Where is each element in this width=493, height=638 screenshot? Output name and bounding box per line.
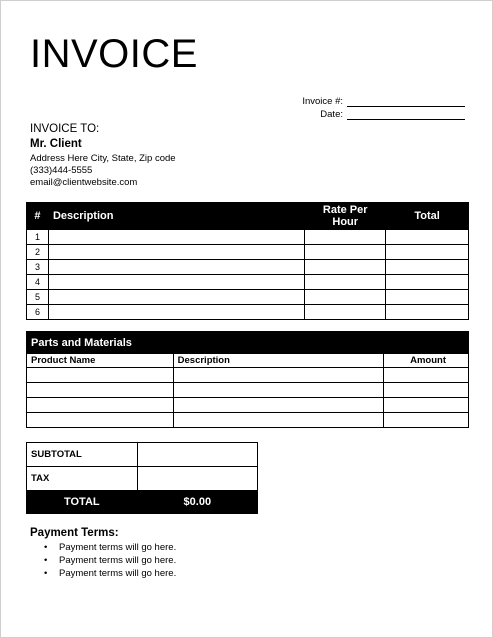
total-cell[interactable] bbox=[386, 305, 469, 320]
total-cell[interactable] bbox=[386, 260, 469, 275]
product-cell[interactable] bbox=[27, 368, 174, 383]
labor-table bbox=[26, 202, 469, 320]
rate-cell[interactable] bbox=[305, 305, 386, 320]
rate-cell[interactable] bbox=[305, 260, 386, 275]
amount-cell[interactable] bbox=[384, 383, 469, 398]
tax-row bbox=[27, 467, 258, 491]
subtotal-label: SUBTOTAL bbox=[27, 443, 138, 467]
client-name: Mr. Client bbox=[30, 138, 82, 150]
amount-cell[interactable] bbox=[384, 368, 469, 383]
total-label: TOTAL bbox=[27, 491, 138, 514]
table-row bbox=[27, 305, 469, 320]
parts-description-cell[interactable] bbox=[173, 383, 383, 398]
parts-description-cell[interactable] bbox=[173, 413, 383, 428]
col-header-product: Product Name bbox=[27, 354, 174, 368]
invoice-number-field[interactable] bbox=[347, 106, 465, 107]
table-row bbox=[27, 368, 469, 383]
table-row bbox=[27, 290, 469, 305]
total-value: $0.00 bbox=[137, 491, 257, 514]
payment-terms-list bbox=[44, 541, 176, 580]
amount-cell[interactable] bbox=[384, 398, 469, 413]
table-row bbox=[27, 245, 469, 260]
total-cell[interactable] bbox=[386, 245, 469, 260]
date-label: Date: bbox=[320, 109, 343, 120]
col-header-total: Total bbox=[386, 203, 469, 230]
parts-description-cell[interactable] bbox=[173, 398, 383, 413]
product-cell[interactable] bbox=[27, 413, 174, 428]
row-number: 1 bbox=[27, 230, 49, 245]
rate-cell[interactable] bbox=[305, 290, 386, 305]
col-header-amount: Amount bbox=[384, 354, 469, 368]
rate-cell[interactable] bbox=[305, 230, 386, 245]
col-header-description: Description bbox=[48, 203, 304, 230]
subtotal-row bbox=[27, 443, 258, 467]
row-number: 6 bbox=[27, 305, 49, 320]
col-header-parts-description: Description bbox=[173, 354, 383, 368]
amount-cell[interactable] bbox=[384, 413, 469, 428]
total-cell[interactable] bbox=[386, 275, 469, 290]
total-row bbox=[27, 491, 258, 514]
rate-cell[interactable] bbox=[305, 245, 386, 260]
tax-value[interactable] bbox=[137, 467, 257, 491]
list-item: • Payment terms will go here. bbox=[44, 541, 176, 554]
row-number: 4 bbox=[27, 275, 49, 290]
subtotal-value[interactable] bbox=[137, 443, 257, 467]
table-row bbox=[27, 413, 469, 428]
col-header-rate: Rate Per Hour bbox=[305, 203, 386, 230]
row-number: 3 bbox=[27, 260, 49, 275]
row-number: 2 bbox=[27, 245, 49, 260]
description-cell[interactable] bbox=[48, 305, 304, 320]
payment-terms-heading: Payment Terms: bbox=[30, 527, 119, 539]
tax-label: TAX bbox=[27, 467, 138, 491]
table-row bbox=[27, 230, 469, 245]
total-cell[interactable] bbox=[386, 230, 469, 245]
description-cell[interactable] bbox=[48, 260, 304, 275]
table-row bbox=[27, 260, 469, 275]
parts-table bbox=[26, 331, 469, 428]
table-row bbox=[27, 275, 469, 290]
parts-table-heading: Parts and Materials bbox=[27, 332, 469, 354]
total-cell[interactable] bbox=[386, 290, 469, 305]
col-header-number: # bbox=[27, 203, 49, 230]
product-cell[interactable] bbox=[27, 398, 174, 413]
bill-to-heading: INVOICE TO: bbox=[30, 123, 100, 135]
invoice-number-label: Invoice #: bbox=[302, 96, 343, 107]
client-phone: (333)444-5555 bbox=[30, 165, 93, 176]
invoice-title: INVOICE bbox=[30, 32, 198, 76]
rate-cell[interactable] bbox=[305, 275, 386, 290]
list-item: • Payment terms will go here. bbox=[44, 567, 176, 580]
description-cell[interactable] bbox=[48, 230, 304, 245]
table-row bbox=[27, 398, 469, 413]
client-address: Address Here City, State, Zip code bbox=[30, 153, 176, 164]
description-cell[interactable] bbox=[48, 245, 304, 260]
list-item: • Payment terms will go here. bbox=[44, 554, 176, 567]
product-cell[interactable] bbox=[27, 383, 174, 398]
date-field[interactable] bbox=[347, 119, 465, 120]
description-cell[interactable] bbox=[48, 275, 304, 290]
description-cell[interactable] bbox=[48, 290, 304, 305]
parts-description-cell[interactable] bbox=[173, 368, 383, 383]
client-email: email@clientwebsite.com bbox=[30, 177, 138, 188]
table-row bbox=[27, 383, 469, 398]
row-number: 5 bbox=[27, 290, 49, 305]
summary-table bbox=[26, 442, 258, 514]
